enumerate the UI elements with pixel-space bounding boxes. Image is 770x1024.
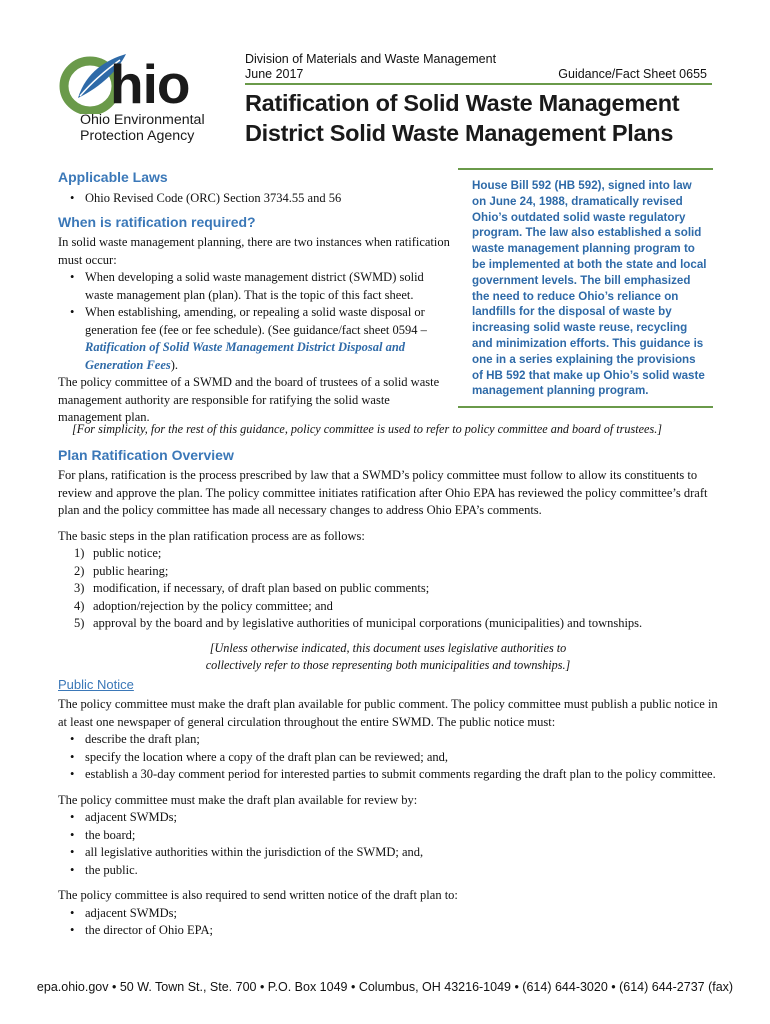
agency-line-2: Protection Agency: [80, 128, 195, 144]
ohio-epa-logo: [58, 52, 223, 152]
public-notice-section: [58, 696, 718, 940]
logo-wordmark: hio: [110, 53, 190, 115]
step-number: 5): [74, 616, 85, 630]
note-line-2: collectively refer to those representing both municipalities and townships.]: [205, 657, 571, 672]
step-item: [58, 545, 718, 563]
written-notice-paragraph: The policy committee is also required to send written notice of the draft plan to:: [58, 888, 458, 902]
page-title: [245, 88, 715, 148]
step-item: [58, 615, 718, 633]
when-required-intro: In solid waste management planning, there are two instances when ratification must occur:: [58, 235, 450, 267]
division-name: Division of Materials and Waste Management: [245, 52, 497, 66]
list-item: • all legislative authorities within the jurisdiction of the SWMD; and,: [58, 844, 718, 862]
title-line-2: District Solid Waste Management Plans: [245, 120, 674, 146]
list-item: • Ohio Revised Code (ORC) Section 3734.55 and 56: [58, 190, 448, 208]
agency-line-1: Ohio Environmental: [80, 112, 205, 128]
when-required-heading: When is ratification required?: [58, 214, 256, 230]
step-text: modification, if necessary, of draft plan based on public comments;: [93, 581, 430, 595]
step-number: 1): [74, 546, 85, 560]
ratification-steps-list: [58, 545, 718, 633]
step-number: 2): [74, 563, 85, 578]
list-item: • specify the location where a copy of the draft plan can be reviewed; and,: [58, 749, 718, 767]
legislative-note: [58, 640, 718, 674]
overview-section: [58, 467, 718, 674]
title-line-1: Ratification of Solid Waste Management: [245, 90, 680, 116]
item-text: ).: [170, 357, 179, 372]
step-text: public notice;: [93, 546, 162, 560]
applicable-laws-heading: Applicable Laws: [58, 169, 168, 185]
sidebar-text: House Bill 592 (HB 592), signed into law on June 24, 1988, dramatically revised Ohio’s outdated solid waste regulatory program. The law also established a solid waste management planning program to be implemented at both the state and local government levels. The bill emphasized the need to reduce Ohio’s reliance on landfills for the disposal of waste by increasing solid waste reuse, recycling and minimization efforts. This guidance is one in a series explaining the provisions of HB 592 that make up Ohio’s solid waste management planning program.: [472, 179, 707, 398]
document-id: Guidance/Fact Sheet 0655: [558, 67, 707, 81]
fee-ratification-link[interactable]: Ratification of Solid Waste Management District Disposal and Generation Fees: [85, 340, 406, 372]
simplicity-note: [For simplicity, for the rest of this guidance, policy committee is used to refer to policy committee and board of trustees.]: [72, 422, 662, 436]
review-paragraph: The policy committee must make the draft plan available for review by:: [58, 792, 418, 807]
step-text: public hearing;: [93, 563, 169, 578]
list-item: • When developing a solid waste management district (SWMD) solid waste management plan (plan). That is the topic of this fact sheet.: [58, 269, 451, 304]
step-item: [58, 580, 718, 598]
notice-must-list: [58, 731, 718, 784]
step-number: 4): [74, 598, 85, 613]
document-header: [245, 52, 707, 82]
list-item: [58, 304, 451, 374]
step-number: 3): [74, 581, 85, 595]
public-notice-heading: Public Notice: [58, 677, 134, 692]
review-by-list: [58, 809, 718, 879]
hb592-sidebar: [458, 168, 713, 408]
step-text: adoption/rejection by the policy committee; and: [93, 598, 333, 613]
overview-heading: Plan Ratification Overview: [58, 447, 234, 463]
list-item: • describe the draft plan;: [58, 731, 718, 749]
step-item: [58, 598, 718, 616]
list-item: • adjacent SWMDs;: [58, 905, 718, 923]
overview-paragraph: For plans, ratification is the process prescribed by law that a SWMD’s policy committee must follow to allow its constituents to review and approve the plan. The policy committee initiates ratification after Ohio EPA has reviewed the policy committee’s draft plan and the policy committee has made all necessary changes to address Ohio EPA’s comments.: [58, 468, 708, 517]
when-required-list: [58, 269, 451, 374]
step-item: [58, 563, 718, 581]
list-item: • the director of Ohio EPA;: [58, 922, 718, 940]
step-text: approval by the board and by legislative authorities of municipal corporations (municipalities) and townships.: [93, 616, 643, 630]
note-line-1: [Unless otherwise indicated, this document uses legislative authorities to: [209, 640, 567, 655]
applicable-laws-list: [58, 190, 448, 208]
publish-date: June 2017: [245, 67, 304, 81]
list-item: • adjacent SWMDs;: [58, 809, 718, 827]
item-text: When establishing, amending, or repealing a solid waste disposal or generation fee (fee or fee schedule). (See guidance/fact sheet 0594 –: [85, 305, 427, 337]
written-notice-list: [58, 905, 718, 940]
when-required-closing: The policy committee of a SWMD and the board of trustees of a solid waste management authority are responsible for ratifying the solid waste management plan.: [58, 375, 440, 424]
steps-intro: The basic steps in the plan ratification process are as follows:: [58, 528, 365, 543]
page-footer: epa.ohio.gov • 50 W. Town St., Ste. 700 • P.O. Box 1049 • Columbus, OH 43216-1049 • (614) 644-3020 • (614) 644-2737 (fax): [36, 980, 734, 994]
list-item: • the board;: [58, 827, 718, 845]
list-item: • establish a 30-day comment period for interested parties to submit comments regarding the draft plan to the policy committee.: [58, 766, 718, 784]
when-required-section: [58, 234, 451, 427]
public-notice-paragraph: The policy committee must make the draft plan available for public comment. The policy committee must publish a public notice in at least one newspaper of general circulation throughout the entire SWMD. The public notice must:: [58, 697, 718, 729]
header-rule: [245, 83, 712, 85]
logo-agency-name: [80, 112, 205, 144]
list-item: • the public.: [58, 862, 718, 880]
